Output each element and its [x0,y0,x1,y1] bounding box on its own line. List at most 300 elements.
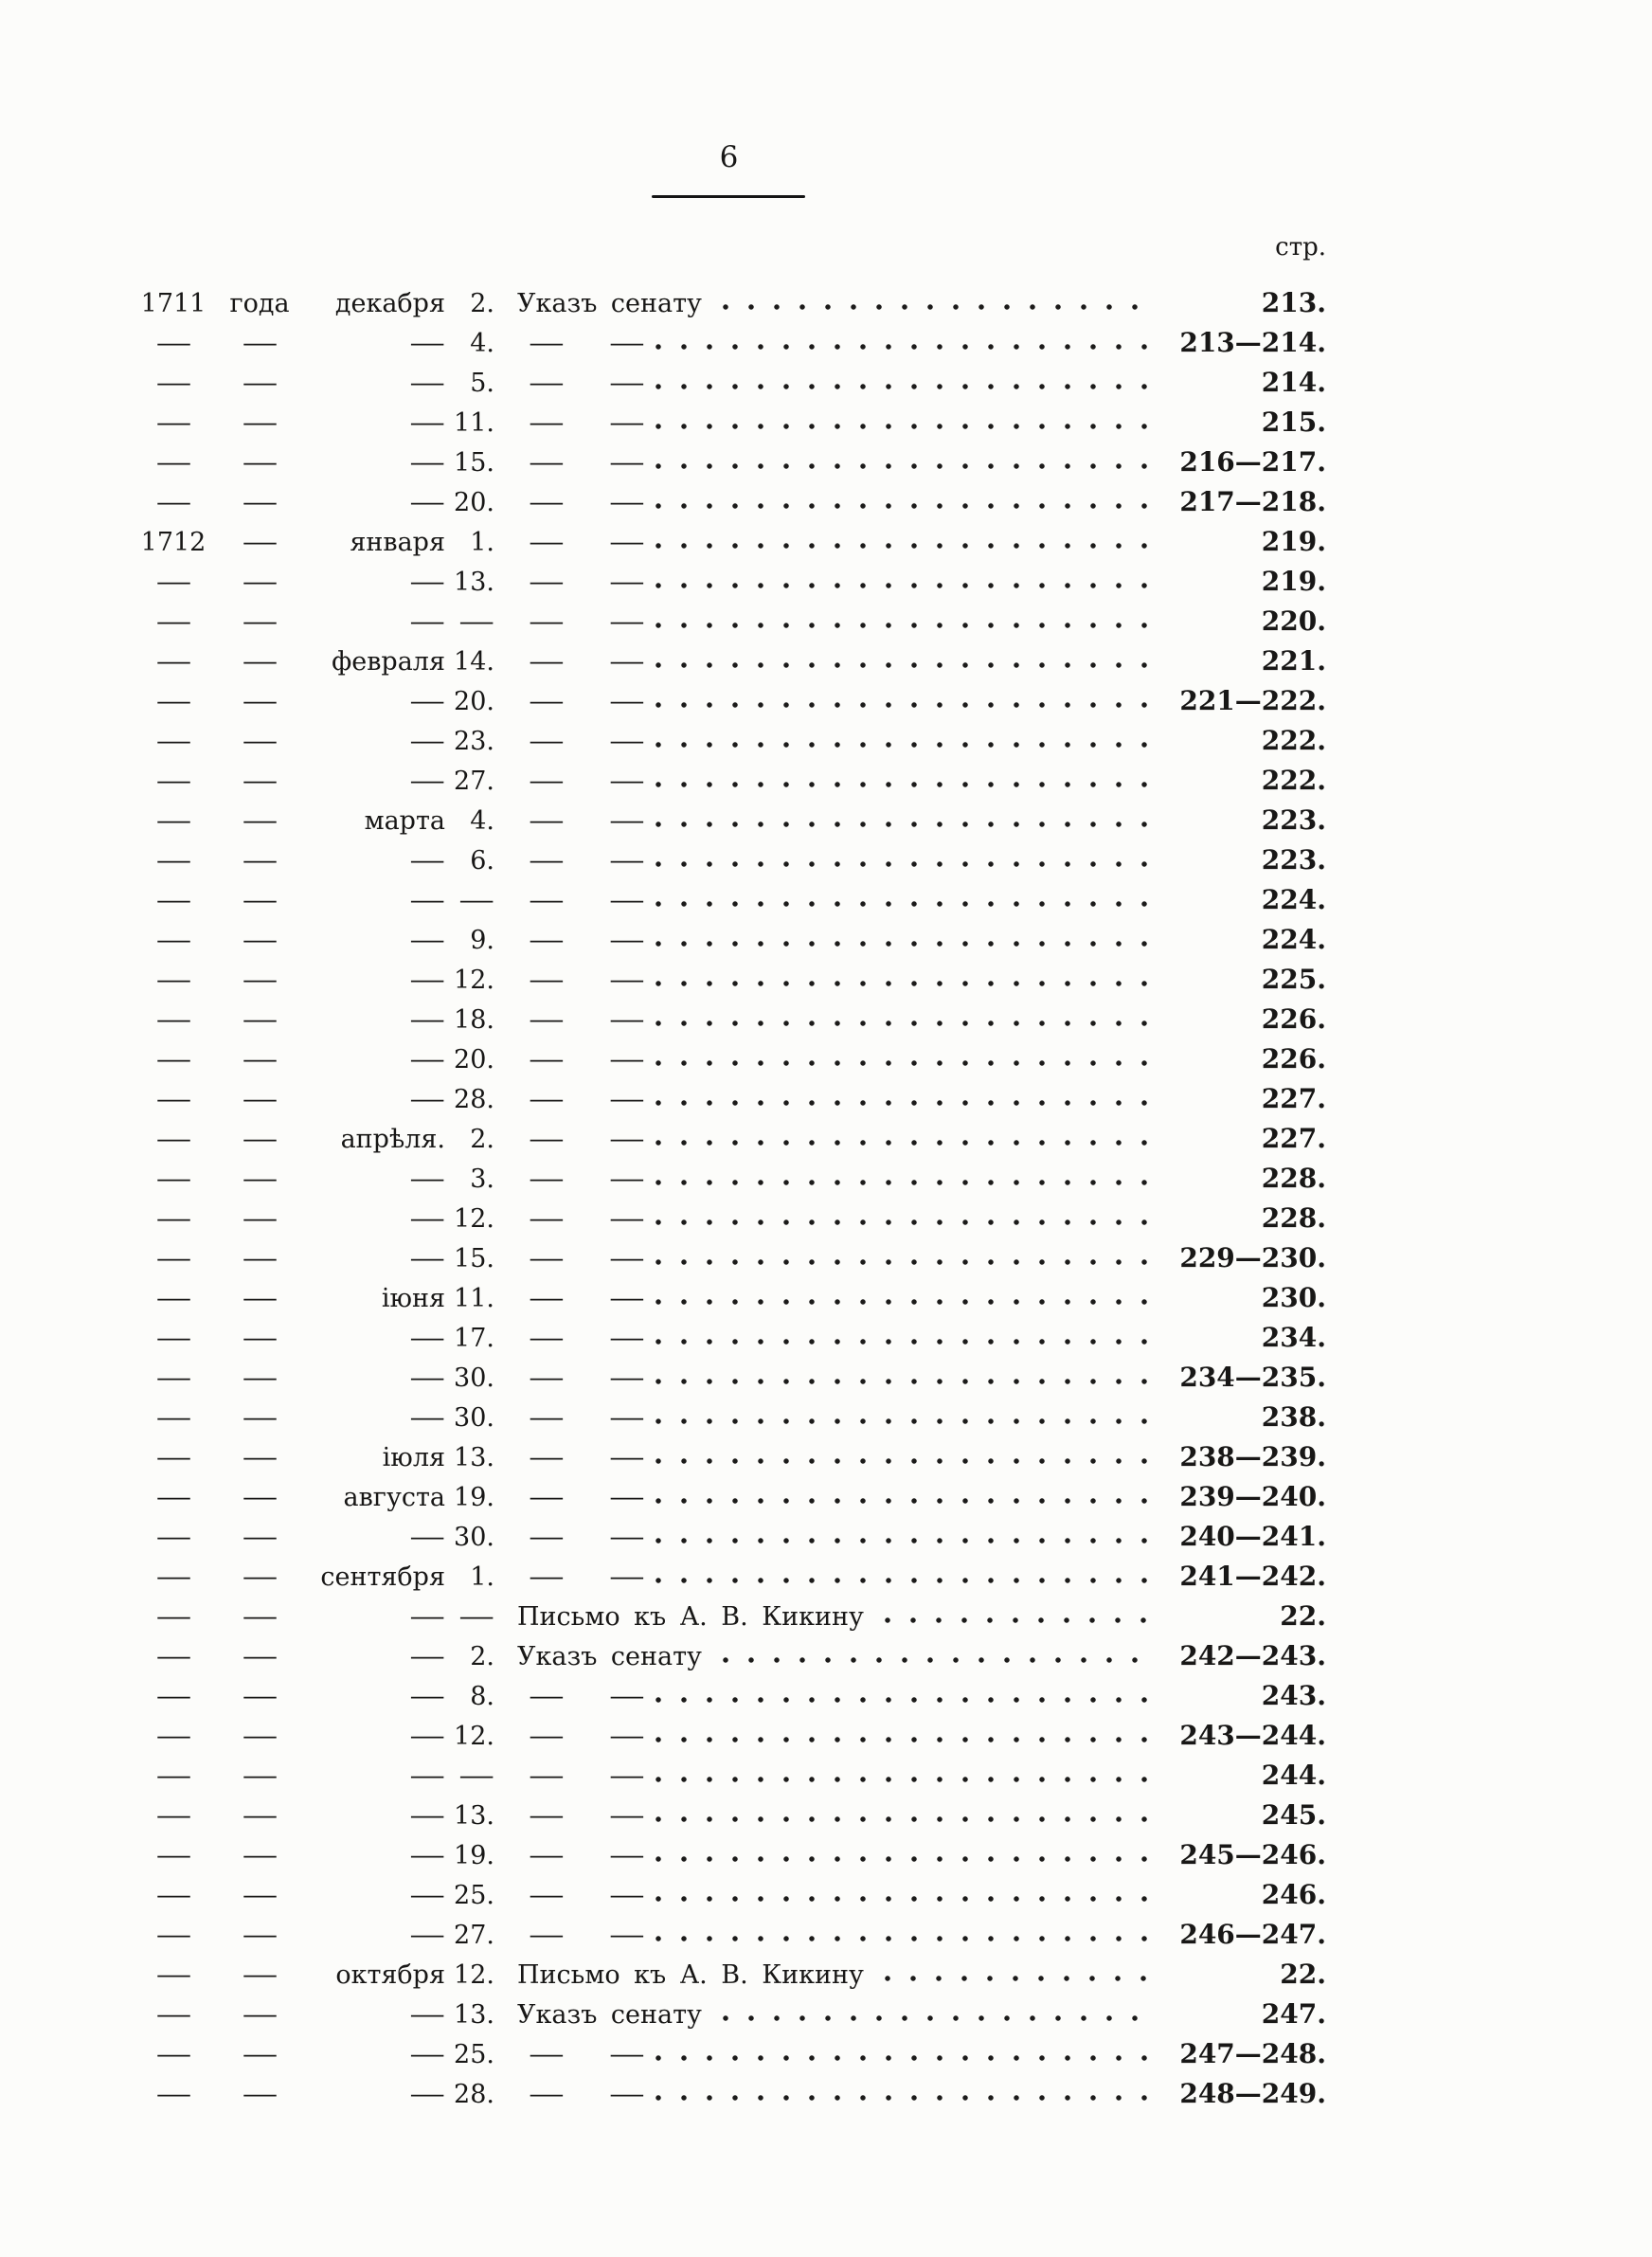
ditto-dash: — [409,1801,445,1831]
day-cell: 30. [454,1403,494,1433]
ditto-dash: — [409,1005,445,1035]
ditto-dash: — [155,806,191,836]
goda-cell [214,1803,305,1829]
year-cell [133,1127,214,1152]
title-cell [517,1165,645,1194]
year-cell [133,1326,214,1351]
title-cell [517,1005,645,1035]
ditto-dash: — [529,1483,565,1512]
title-cell [517,1562,645,1592]
month-cell [305,888,445,913]
dot-leader [652,780,1156,789]
ditto-dash: — [529,329,565,358]
ditto-dash: — [242,966,278,995]
ditto-dash: — [155,1761,191,1791]
toc-row [133,1033,1326,1073]
day-cell: 12. [454,966,494,995]
month-cell [305,331,445,356]
page-ref-cell: 22. [1280,1959,1326,1990]
ditto-dash: — [155,1324,191,1353]
title-cell [517,528,645,557]
ditto-dash: — [529,1881,565,1910]
folio-rule [652,195,805,198]
title-cell [517,1403,645,1433]
day-cell: 14. [454,647,494,677]
ditto-dash: — [242,1005,278,1035]
title-cell [517,1921,645,1950]
ditto-dash: — [529,369,565,398]
ditto-dash: — [409,1841,445,1870]
ditto-dash: — [155,767,191,796]
ditto-dash: — [458,886,494,915]
ditto-dash: — [409,966,445,995]
title-cell [517,727,645,756]
dot-leader [652,1775,1156,1784]
dot-leader [652,501,1156,511]
ditto-dash: — [529,1841,565,1870]
month-cell: марта [364,806,445,836]
ditto-dash: — [609,1801,645,1831]
dot-leader [652,660,1156,670]
goda-cell [214,370,305,396]
title-cell [517,966,645,995]
goda-cell [214,1724,305,1749]
page-ref-cell: 230. [1261,1282,1326,1313]
year-cell: 1711 [140,289,206,318]
ditto-dash: — [529,727,565,756]
ditto-dash: — [529,1204,565,1234]
ditto-dash: — [409,1045,445,1074]
day-cell: 17. [454,1324,494,1353]
month-cell [305,1326,445,1351]
toc-row [133,1232,1326,1272]
dot-leader [652,1695,1156,1705]
dot-leader [652,1377,1156,1386]
day-cell: 5. [470,369,494,398]
dot-leader [652,859,1156,869]
ditto-dash: — [242,1642,278,1671]
toc-row [133,1670,1326,1709]
ditto-dash: — [609,806,645,836]
year-cell: 1712 [140,528,206,557]
goda-cell [214,450,305,476]
goda-cell [214,1883,305,1908]
ditto-dash: — [409,1165,445,1194]
toc-row [133,1869,1326,1908]
title-cell [517,408,645,438]
ditto-dash: — [409,1642,445,1671]
title-cell [517,1722,645,1751]
ditto-dash: — [409,329,445,358]
ditto-dash: — [529,488,565,517]
month-cell [305,967,445,993]
title-cell [517,1443,645,1472]
goda-cell [214,1843,305,1869]
title-cell [517,1841,645,1870]
page-ref-cell: 245. [1261,1799,1326,1831]
ditto-dash: — [609,1562,645,1592]
page-ref-cell: 225. [1261,964,1326,995]
ditto-dash: — [155,1523,191,1552]
ditto-dash: — [409,2080,445,2109]
toc-row [133,635,1326,675]
ditto-dash: — [155,2040,191,2069]
title-cell [517,1761,645,1791]
month-cell [305,1206,445,1232]
page-ref-cell: 222. [1261,765,1326,796]
month-cell [305,609,445,635]
title-cell [517,1125,645,1154]
day-cell: 19. [454,1483,494,1512]
ditto-dash: — [155,1085,191,1114]
dot-leader [652,342,1156,352]
toc-row [133,436,1326,476]
toc-row [133,1590,1326,1630]
ditto-dash: — [609,647,645,677]
month-cell [305,768,445,794]
ditto-dash: — [155,2000,191,2030]
month-cell: января [350,528,445,557]
month-cell [305,1923,445,1948]
toc-row [133,1192,1326,1232]
ditto-dash: — [242,408,278,438]
month-cell [305,1365,445,1391]
ditto-dash: — [609,1722,645,1751]
dot-leader [652,581,1156,590]
month-cell: сентября [320,1562,445,1592]
ditto-dash: — [529,2040,565,2069]
goda-cell: года [229,289,290,318]
ditto-dash: — [242,2040,278,2069]
dot-leader [652,1257,1156,1267]
dot-leader [652,1218,1156,1227]
ditto-dash: — [155,886,191,915]
day-cell: 11. [454,1284,494,1313]
ditto-dash: — [529,1045,565,1074]
ditto-dash: — [242,1284,278,1313]
toc-row [133,356,1326,396]
dot-leader [652,1854,1156,1864]
day-cell [445,609,494,635]
year-cell [133,450,214,476]
year-cell [133,370,214,396]
ditto-dash: — [155,1244,191,1273]
day-cell [445,888,494,913]
month-cell [305,1525,445,1550]
month-cell: февраля [332,647,445,677]
goda-cell [214,1485,305,1510]
ditto-dash: — [458,1761,494,1791]
month-cell: декабря [334,289,445,318]
year-cell [133,569,214,595]
page-ref-cell: 227. [1261,1083,1326,1114]
ditto-dash: — [458,1602,494,1632]
ditto-dash: — [609,1045,645,1074]
month-cell: іюня [381,1284,445,1313]
ditto-dash: — [609,448,645,478]
year-cell [133,2042,214,2067]
ditto-dash: — [155,1204,191,1234]
ditto-dash: — [242,448,278,478]
month-cell [305,1405,445,1431]
title-cell: Указъ сенату [517,2000,702,2030]
year-cell [133,1007,214,1033]
dot-leader [652,1297,1156,1307]
ditto-dash: — [609,1682,645,1711]
goda-cell [214,808,305,834]
ditto-dash: — [242,1523,278,1552]
ditto-dash: — [409,448,445,478]
goda-cell [214,609,305,635]
day-cell: 13. [454,2000,494,2030]
goda-cell [214,1763,305,1789]
month-cell [305,1604,445,1630]
ditto-dash: — [609,1921,645,1950]
ditto-dash: — [609,727,645,756]
day-cell: 27. [454,767,494,796]
month-cell [305,1843,445,1869]
ditto-dash: — [609,687,645,716]
toc-row [133,1988,1326,2028]
ditto-dash: — [242,1602,278,1632]
page-ref-cell: 217—218. [1179,486,1326,517]
dot-leader [652,1456,1156,1466]
year-cell [133,609,214,635]
ditto-dash: — [409,1403,445,1433]
goda-cell [214,1087,305,1112]
day-cell: 1. [470,528,494,557]
goda-cell [214,569,305,595]
month-cell [305,450,445,476]
ditto-dash: — [242,2080,278,2109]
goda-cell [214,530,305,555]
year-cell [133,1286,214,1311]
ditto-dash: — [529,846,565,876]
year-cell [133,1724,214,1749]
page-ref-cell: 246. [1261,1879,1326,1910]
ditto-dash: — [242,488,278,517]
year-cell [133,1166,214,1192]
ditto-dash: — [155,1284,191,1313]
month-cell: іюля [382,1443,445,1472]
dot-leader [652,621,1156,630]
toc-row [133,993,1326,1033]
title-cell [517,1085,645,1114]
toc-row [133,316,1326,356]
year-cell [133,1644,214,1670]
year-cell [133,888,214,913]
ditto-dash: — [609,1483,645,1512]
ditto-dash: — [242,727,278,756]
year-cell [133,1246,214,1272]
ditto-dash: — [155,1403,191,1433]
year-cell [133,1485,214,1510]
dot-leader [652,2053,1156,2063]
title-cell [517,369,645,398]
month-cell [305,1763,445,1789]
page-number: 6 [719,140,740,174]
ditto-dash: — [529,1125,565,1154]
ditto-dash: — [242,369,278,398]
ditto-dash: — [609,528,645,557]
page-ref-cell: 243. [1261,1680,1326,1711]
dot-leader [652,1138,1156,1147]
goda-cell [214,1166,305,1192]
ditto-dash: — [155,926,191,955]
goda-cell [214,331,305,356]
ditto-dash: — [529,1761,565,1791]
title-cell [517,1324,645,1353]
ditto-dash: — [609,1085,645,1114]
ditto-dash: — [155,2080,191,2109]
ditto-dash: — [155,1165,191,1194]
ditto-dash: — [409,767,445,796]
ditto-dash: — [155,488,191,517]
goda-cell [214,2002,305,2028]
dot-leader [652,1735,1156,1744]
ditto-dash: — [609,1324,645,1353]
page-ref-cell: 228. [1261,1163,1326,1194]
toc-row [133,834,1326,874]
ditto-dash: — [529,1921,565,1950]
ditto-dash: — [242,568,278,597]
ditto-dash: — [242,607,278,637]
ditto-dash: — [529,1324,565,1353]
year-cell [133,649,214,675]
toc-row [133,1311,1326,1351]
ditto-dash: — [155,607,191,637]
ditto-dash: — [155,1045,191,1074]
ditto-dash: — [529,687,565,716]
toc-row [133,1471,1326,1510]
ditto-dash: — [409,1722,445,1751]
ditto-dash: — [529,767,565,796]
ditto-dash: — [242,1045,278,1074]
ditto-dash: — [155,647,191,677]
dot-leader [652,740,1156,749]
ditto-dash: — [409,727,445,756]
ditto-dash: — [529,607,565,637]
title-cell: Указъ сенату [517,1642,702,1671]
ditto-dash: — [529,886,565,915]
dot-leader [652,461,1156,471]
goda-cell [214,1644,305,1670]
year-cell [133,1843,214,1869]
toc-row [133,595,1326,635]
page-ref-cell: 219. [1261,566,1326,597]
month-cell [305,2002,445,2028]
ditto-dash: — [242,2000,278,2030]
page-ref-cell: 223. [1261,844,1326,876]
toc-row [133,515,1326,555]
ditto-dash: — [609,1761,645,1791]
day-cell: 12. [454,1960,494,1990]
dot-leader [652,1417,1156,1426]
ditto-dash: — [242,1960,278,1990]
year-cell [133,1883,214,1908]
ditto-dash: — [529,1244,565,1273]
toc-row [133,714,1326,754]
ditto-dash: — [155,369,191,398]
ditto-dash: — [409,1921,445,1950]
ditto-dash: — [529,647,565,677]
page-ref-cell: 239—240. [1179,1481,1326,1512]
dot-leader [652,1098,1156,1108]
year-cell [133,967,214,993]
page-ref-cell: 219. [1261,526,1326,557]
ditto-dash: — [409,1523,445,1552]
ditto-dash: — [609,1443,645,1472]
month-cell [305,689,445,714]
day-cell: 12. [454,1204,494,1234]
title-cell [517,1204,645,1234]
ditto-dash: — [609,2040,645,2069]
dot-leader [652,979,1156,988]
year-cell [133,490,214,515]
page-ref-cell: 241—242. [1179,1561,1326,1592]
ditto-dash: — [529,568,565,597]
year-cell [133,729,214,754]
day-cell: 27. [454,1921,494,1950]
ditto-dash: — [409,1324,445,1353]
goda-cell [214,2042,305,2067]
page-ref-cell: 229—230. [1179,1242,1326,1273]
dot-leader [652,541,1156,551]
day-cell: 13. [454,1443,494,1472]
toc-row [133,913,1326,953]
title-cell [517,1483,645,1512]
dot-leader [652,939,1156,948]
year-cell [133,1803,214,1829]
day-cell: 30. [454,1523,494,1552]
month-cell [305,370,445,396]
toc-rows [133,277,1326,2107]
ditto-dash: — [609,1125,645,1154]
goda-cell [214,1246,305,1272]
ditto-dash: — [155,1562,191,1592]
ditto-dash: — [409,1602,445,1632]
page-ref-cell: 22. [1280,1600,1326,1632]
ditto-dash: — [242,1165,278,1194]
page-ref-cell: 222. [1261,725,1326,756]
page-ref-cell: 220. [1261,605,1326,637]
month-cell [305,1047,445,1073]
year-cell [133,1365,214,1391]
ditto-dash: — [242,806,278,836]
ditto-dash: — [155,1443,191,1472]
dot-leader [719,1655,1156,1665]
page-ref-cell: 245—246. [1179,1839,1326,1870]
dot-leader [881,1974,1156,1983]
toc-row [133,1272,1326,1311]
page-ref-cell: 242—243. [1179,1640,1326,1671]
title-cell [517,806,645,836]
toc-row [133,476,1326,515]
page-ref-cell: 238. [1261,1401,1326,1433]
toc-row [133,396,1326,436]
ditto-dash: — [609,1284,645,1313]
title-cell [517,1363,645,1393]
ditto-dash: — [609,1841,645,1870]
ditto-dash: — [529,1005,565,1035]
page-ref-cell: 223. [1261,804,1326,836]
day-cell: 13. [454,1801,494,1831]
day-cell: 13. [454,568,494,597]
day-cell: 28. [454,1085,494,1114]
ditto-dash: — [409,926,445,955]
ditto-dash: — [242,1841,278,1870]
goda-cell [214,1445,305,1471]
